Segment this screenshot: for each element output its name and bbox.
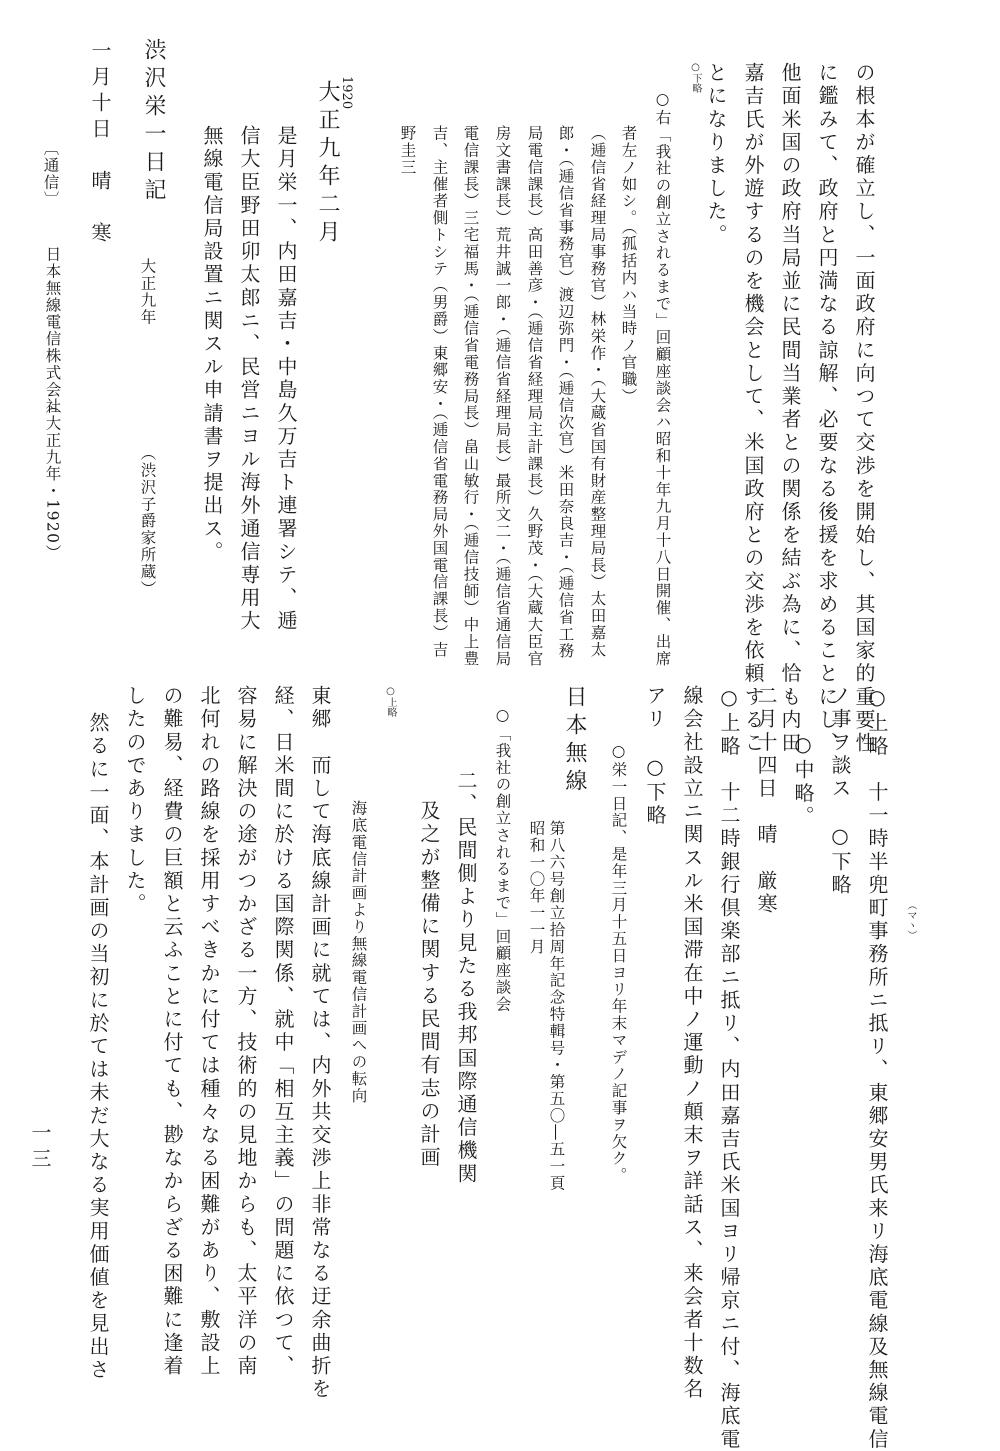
note-column: 野圭三 (398, 125, 417, 176)
text-column: に鑑みて、政府と円満なる諒解、必要なる後援を求めることにし、 (815, 62, 839, 755)
text-column: 及之が整備に関する民間有志の計画 (417, 800, 441, 1170)
text-column: 然るに一面、本計画の当初に於ては未だ大なる実用価値を見出さ (86, 712, 110, 1382)
text-column: ○上略 十一時半兜町事務所ニ抵リ、東郷安男氏来リ海底電線及無線電信 (865, 685, 889, 1451)
text-column: したのでありました。 (123, 685, 147, 916)
text-column: アリ ○下略 (643, 685, 667, 828)
company-date: （大正九年・1920） (43, 398, 62, 562)
text-column: 是月栄一、内田嘉吉・中島久万吉ト連署シテ、逓 (274, 125, 298, 634)
source-title: 渋沢栄一日記 (141, 38, 166, 206)
text-column: 無線電信局設置ニ関スル申請書ヲ提出ス。 (200, 125, 224, 564)
subsection-heading: 海底電信計画より無線電信計画への転向 (349, 800, 368, 1105)
source-title: 日本無線 (562, 685, 587, 797)
note-column: ○栄一日記、是年三月十五日ヨリ年末マデノ記事ヲ欠ク。 (609, 742, 628, 1184)
note-column: 電信課長）三宅福馬・（逓信省電務局長）畠山敏行・（逓信技師）中上豊 (461, 125, 480, 668)
page-number: 一三 (28, 1122, 52, 1174)
text-column: ○上略 十二時銀行倶楽部ニ抵リ、内田嘉吉氏米国ヨリ帰京ニ付、海底電 (717, 685, 741, 1451)
note-column: 者左ノ如シ。（孤括内ハ当時ノ官職） (619, 125, 638, 405)
source-date: 大正九年 (138, 258, 157, 326)
text-column: 二、民間側より見たる我邦国際通信機関 (454, 770, 478, 1186)
note-column: 郎・（逓信省事務官）渡辺弥門・（逓信次官）米田奈良吉・（逓信省工務 (556, 125, 575, 660)
text-column: 二月十四日 晴 厳寒 (754, 685, 778, 916)
year-marker: 1920 (339, 76, 354, 110)
text-column: 信大臣野田卯太郎ニ、民営ニヨル海外通信専用大 (237, 125, 261, 634)
note-column: ○右「我社の創立されるまで」回顧座談会ハ昭和十年九月十八日開催、出席 (653, 90, 672, 668)
diary-date: 一月十日 晴 寒 (88, 40, 112, 248)
section-heading: 大正九年二月 (315, 80, 340, 248)
text-column: 東郷 而して海底線計画に就ては、内外共交渉上非常なる迂余曲折を (308, 685, 332, 1402)
text-column: とになりました。 (704, 62, 728, 247)
text-column: の難易、経費の巨額と云ふことに付ても、尠なからざる困難に逢着 (160, 685, 184, 1378)
annotation-note: ○上略 (385, 686, 396, 717)
text-column: 線会社設立ニ関スル米国滞在中ノ運動ノ顛末ヲ詳話ス、来会者十数名 (680, 685, 704, 1402)
company-name: 日本無線電信株式会社 (43, 246, 62, 415)
source-issue: 第八六号創立拾周年記念特輯号・第五〇―五一頁 (547, 820, 566, 1192)
note-column: 房文書課長）荒井誠一郎・（逓信省経理局長）最所文二・（逓信省通信局 (493, 125, 512, 668)
text-column: 経、日米間に於ける国際関係、就中「相互主義」の問題に依つて、 (271, 685, 295, 1378)
note-column: ○「我社の創立されるまで」回顧座談会 (493, 706, 512, 1013)
text-column: ノ事ヲ談ス ○下略 (828, 685, 852, 897)
text-column: 嘉吉氏が外遊するのを機会として、米国政府との交渉を依頼するこ (741, 62, 765, 755)
source-date: 昭和一〇年一一月 (527, 820, 546, 956)
text-column: 容易に解決の途がつかざる一方、技術的の見地からも、太平洋の南 (234, 685, 258, 1378)
text-column: 他面米国の政府当局並に民間当業者との関係を結ぶ為に、恰も内田 (778, 62, 802, 755)
source-holder: （渋沢子爵家所蔵） (138, 445, 157, 598)
annotation-note: （マヽ） (905, 900, 916, 940)
note-column: 局電信課長）高田善彦・（逓信省経理局主計課長）久野茂・（大蔵大臣官 (525, 125, 544, 668)
note-column: （逓信省経理局事務官）林栄作・（大蔵省国有財産整理局長）太田嘉太 (588, 125, 607, 659)
text-column: の根本が確立し、一面政府に向つて交渉を開始し、其国家的重要性 (852, 62, 876, 755)
text-column: ○中略。 (791, 732, 815, 829)
section-label: 〔通信〕 (41, 140, 60, 208)
annotation-note: ○下略 (690, 62, 701, 93)
text-column: 北何れの路線を採用すべきかに付ては種々なる困難があり、敷設上 (197, 685, 221, 1378)
note-column: 吉、主催者側トシテ（男爵）東郷安・（逓信省電務局外国電信課長）吉 (430, 125, 449, 659)
